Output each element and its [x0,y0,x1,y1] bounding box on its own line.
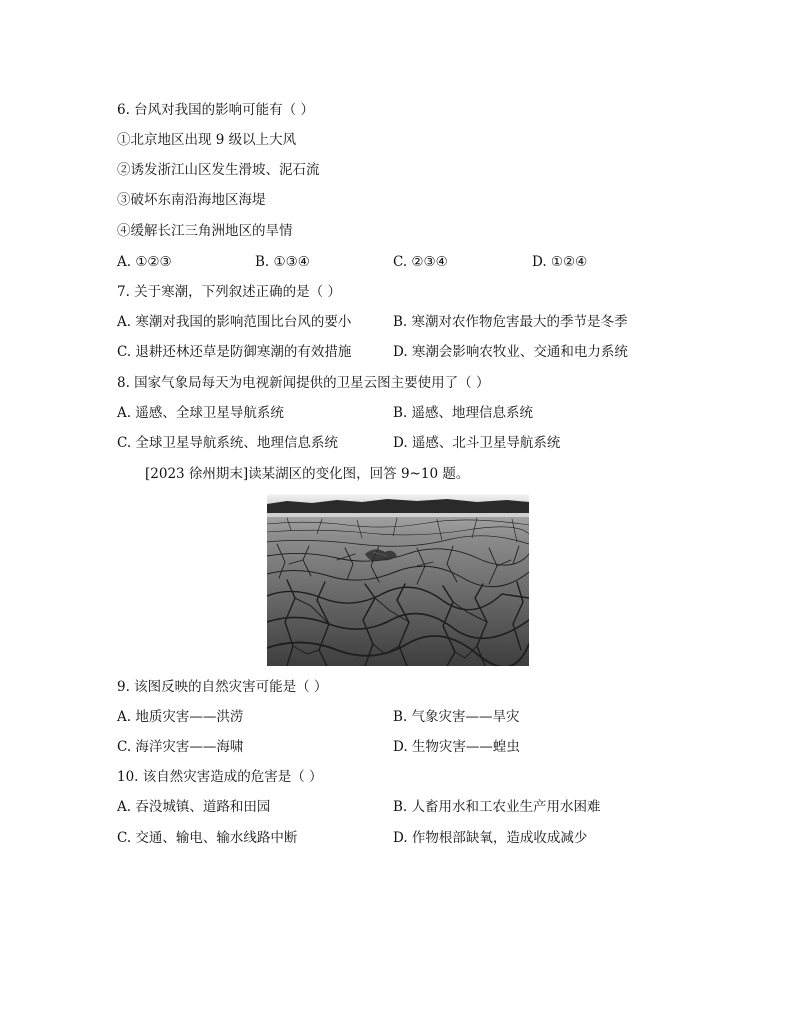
question-9-option-a: A. 地质灾害——洪涝 [117,709,244,725]
dry-lakebed-photo [267,494,529,666]
question-6-option-a: A. ①②③ [117,254,172,270]
question-8-option-b: B. 遥感、地理信息系统 [393,405,534,421]
question-8-stem: 8. 国家气象局每天为电视新闻提供的卫星云图主要使用了（ ） [117,375,490,391]
question-10-option-b: B. 人畜用水和工农业生产用水困难 [393,799,601,815]
question-7-option-c: C. 退耕还林还草是防御寒潮的有效措施 [117,344,352,360]
question-9-option-c: C. 海洋灾害——海啸 [117,739,244,755]
question-8-option-d: D. 遥感、北斗卫星导航系统 [393,435,561,451]
question-8-option-a: A. 遥感、全球卫星导航系统 [117,405,284,421]
question-6-item-4: ④缓解长江三角洲地区的旱情 [117,223,293,239]
question-6-item-1: ①北京地区出现 9 级以上大风 [117,132,297,148]
question-8-option-c: C. 全球卫星导航系统、地理信息系统 [117,435,338,451]
question-7-option-d: D. 寒潮会影响农牧业、交通和电力系统 [393,344,628,360]
question-10-option-d: D. 作物根部缺氧，造成收成减少 [393,830,588,846]
question-10-stem: 10. 该自然灾害造成的危害是（ ） [117,769,323,785]
question-6-stem: 6. 台风对我国的影响可能有（ ） [117,102,314,118]
question-6-item-2: ②诱发浙江山区发生滑坡、泥石流 [117,162,320,178]
question-9-option-b: B. 气象灾害——旱灾 [393,709,520,725]
context-instruction: [2023 徐州期末]读某湖区的变化图，回答 9~10 题。 [145,466,470,482]
question-6-option-c: C. ②③④ [393,254,448,270]
question-10-option-a: A. 吞没城镇、道路和田园 [117,799,271,815]
question-7-option-a: A. 寒潮对我国的影响范围比台风的要小 [117,314,352,330]
question-7-option-b: B. 寒潮对农作物危害最大的季节是冬季 [393,314,628,330]
question-9-stem: 9. 该图反映的自然灾害可能是（ ） [117,679,328,695]
question-7-stem: 7. 关于寒潮，下列叙述正确的是（ ） [117,284,341,300]
question-6-option-d: D. ①②④ [532,254,588,270]
question-10-option-c: C. 交通、输电、输水线路中断 [117,830,298,846]
question-6-item-3: ③破坏东南沿海地区海堤 [117,192,266,208]
question-9-option-d: D. 生物灾害——蝗虫 [393,739,520,755]
question-6-option-b: B. ①③④ [255,254,310,270]
